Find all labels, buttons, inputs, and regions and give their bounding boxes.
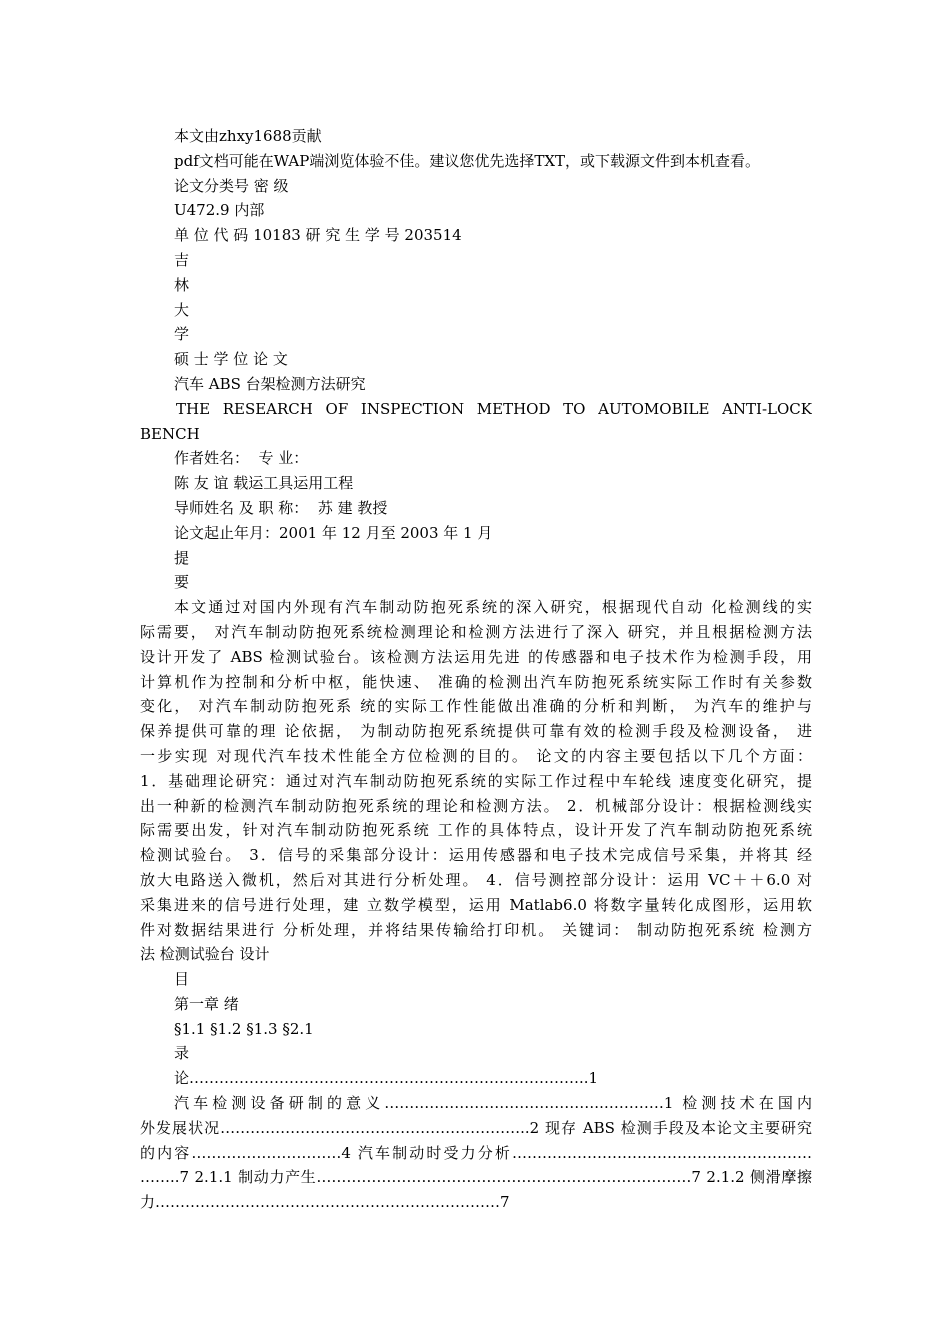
toc-heading-char: 录 bbox=[174, 1044, 190, 1063]
abstract-line: 1．基础理论研究：通过对汽车制动防抱死系统的实际工作过程中车轮线 速度变化研究，提 bbox=[140, 771, 812, 790]
university-char: 学 bbox=[174, 325, 190, 344]
advisor-line: 导师姓名 及 职 称： 苏 建 教授 bbox=[174, 498, 388, 517]
university-char: 吉 bbox=[174, 250, 190, 269]
abstract-line: 采集进来的信号进行处理，建 立数学模型，运用 Matlab6.0 将数字量转化成图形，运用软 bbox=[140, 895, 812, 914]
abstract-line: 检测试验台。 3．信号的采集部分设计：运用传感器和电子技术完成信号采集，并将其 经 bbox=[140, 846, 812, 865]
abstract-heading-char: 提 bbox=[174, 548, 190, 567]
toc-entry: 外发展状况……………………………………………………..2 现存 ABS 检测手段及本论文主要研究 bbox=[140, 1118, 812, 1137]
toc-entry: 论……………………………………………………………………..1 bbox=[174, 1069, 599, 1088]
thesis-title-cn: 汽车 ABS 台架检测方法研究 bbox=[174, 374, 366, 393]
classification-label: 论文分类号 密 级 bbox=[174, 176, 289, 195]
abstract-line: 一步实现 对现代汽车技术性能全方位检测的目的。 论文的内容主要包括以下几个方面： bbox=[140, 746, 812, 765]
notice-line: pdf文档可能在WAP端浏览体验不佳。建议您优先选择TXT，或下载源文件到本机查看。 bbox=[174, 151, 761, 170]
toc-entry: ……..7 2.1.1 制动力产生…………………………………………………………………7 2.1.2 侧滑摩擦 bbox=[140, 1168, 812, 1187]
toc-section-numbers: §1.1 §1.2 §1.3 §2.1 bbox=[174, 1019, 314, 1038]
abstract-last-line: 法 检测试验台 设计 bbox=[140, 945, 270, 964]
toc-entry: 力……………………………………………………………7 bbox=[140, 1193, 510, 1212]
abstract-line: 放大电路送入微机，然后对其进行分析处理。 4．信号测控部分设计：运用 VC＋＋6.0 对 bbox=[140, 870, 812, 889]
period-line: 论文起止年月：2001 年 12 月至 2003 年 1 月 bbox=[174, 523, 493, 542]
university-char: 大 bbox=[174, 300, 190, 319]
abstract-line: 际需要， 对汽车制动防抱死系统检测理论和检测方法进行了深入 研究，并且根据检测方法 bbox=[140, 622, 812, 641]
degree-type: 硕 士 学 位 论 文 bbox=[174, 350, 288, 369]
toc-entry: 汽车检测设备研制的意义……………………………………..…………1 检测技术在国内 bbox=[174, 1094, 812, 1113]
abstract-heading-char: 要 bbox=[174, 573, 190, 592]
contributor-line: 本文由zhxy1688贡献 bbox=[174, 127, 322, 145]
toc-entry: 的内容…………………………4 汽车制动时受力分析…………………………………………………… bbox=[140, 1143, 812, 1162]
abstract-line: 件对数据结果进行 分析处理，并将结果传输给打印机。 关键词： 制动防抱死系统 检测方 bbox=[140, 920, 812, 939]
author-label: 作者姓名： 专 业： bbox=[174, 449, 309, 468]
abstract-line: 设计开发了 ABS 检测试验台。该检测方法运用先进 的传感器和电子技术作为检测手段，用 bbox=[140, 647, 812, 666]
university-char: 林 bbox=[174, 275, 190, 294]
unit-code-line: 单 位 代 码 10183 研 究 生 学 号 203514 bbox=[174, 226, 462, 245]
abstract-line: 出一种新的检测汽车制动防抱死系统的理论和检测方法。 2．机械部分设计：根据检测线实 bbox=[140, 796, 812, 815]
abstract-line: 保养提供可靠的理 论依据， 为制动防抱死系统提供可靠有效的检测手段及检测设备， 进 bbox=[140, 722, 812, 741]
abstract-line: 变化， 对汽车制动防抱死系 统的实际工作性能做出准确的分析和判断， 为汽车的维护与 bbox=[140, 697, 812, 716]
thesis-title-en-cont: BENCH bbox=[140, 424, 200, 443]
abstract-line: 计算机作为控制和分析中枢，能快速、 准确的检测出汽车防抱死系统实际工作时有关参数 bbox=[140, 672, 812, 691]
thesis-title-en: THE RESEARCH OF INSPECTION METHOD TO AUTOMOBILE ANTI-LOCK bbox=[176, 399, 812, 418]
classification-value: U472.9 内部 bbox=[174, 201, 265, 220]
document-page bbox=[140, 124, 812, 1215]
toc-chapter: 第一章 绪 bbox=[174, 994, 239, 1013]
abstract-line: 际需要出发，针对汽车制动防抱死系统 工作的具体特点，设计开发了汽车制动防抱死系统 bbox=[140, 821, 812, 840]
abstract-line: 本文通过对国内外现有汽车制动防抱死系统的深入研究，根据现代自动 化检测线的实 bbox=[174, 598, 812, 617]
author-value: 陈 友 谊 载运工具运用工程 bbox=[174, 474, 354, 493]
toc-heading-char: 目 bbox=[174, 970, 190, 989]
